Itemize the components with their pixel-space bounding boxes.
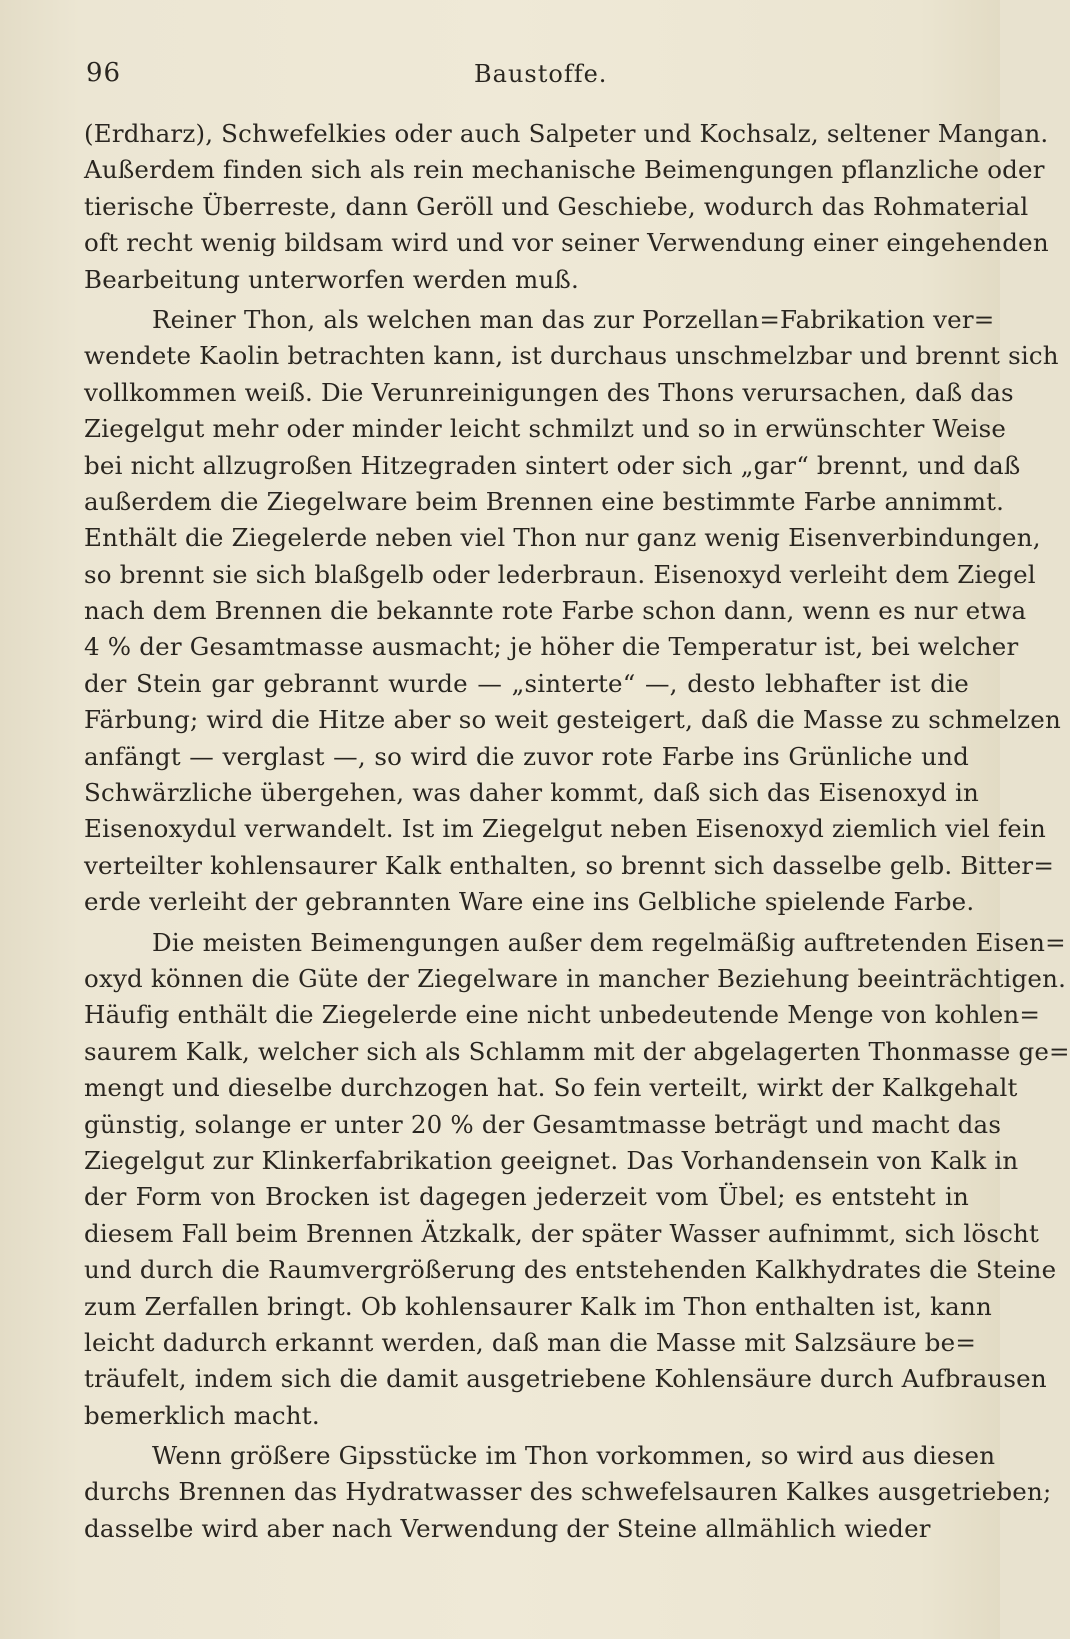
- body-text: [84, 116, 1070, 1547]
- text-line: Ziegelgut mehr oder minder leicht schmilzt und so in erwünschter Weise: [84, 414, 1007, 444]
- text-line: Wenn größere Gipsstücke im Thon vorkommen, so wird aus diesen: [152, 1441, 996, 1471]
- text-line: der Form von Brocken ist dagegen jederzeit vom Übel; es entsteht in: [84, 1182, 969, 1212]
- page-number: 96: [86, 58, 122, 88]
- text-line: wendete Kaolin betrachten kann, ist durchaus unschmelzbar und brennt sich: [84, 341, 1059, 371]
- paragraph: [84, 1438, 1052, 1547]
- text-line: tierische Überreste, dann Geröll und Geschiebe, wodurch das Rohmaterial: [84, 191, 1029, 221]
- text-line: Färbung; wird die Hitze aber so weit gesteigert, daß die Masse zu schmelzen: [84, 705, 1061, 735]
- text-line: Häufig enthält die Ziegelerde eine nicht unbedeutende Menge von kohlen=: [84, 1000, 1041, 1030]
- text-line: diesem Fall beim Brennen Ätzkalk, der später Wasser aufnimmt, sich löscht: [84, 1218, 1040, 1248]
- text-line: und durch die Raumvergrößerung des entstehenden Kalkhydrates die Steine: [84, 1255, 1057, 1285]
- text-line: Bearbeitung unterworfen werden muß.: [84, 264, 579, 294]
- text-line: Ziegelgut zur Klinkerfabrikation geeignet. Das Vorhandensein von Kalk in: [84, 1145, 1019, 1175]
- text-line: träufelt, indem sich die damit ausgetriebene Kohlensäure durch Aufbrausen: [84, 1364, 1047, 1394]
- text-line: nach dem Brennen die bekannte rote Farbe schon dann, wenn es nur etwa: [84, 596, 1027, 626]
- text-line: bemerklich macht.: [84, 1400, 320, 1430]
- running-head: Baustoffe.: [474, 60, 608, 88]
- text-line: durchs Brennen das Hydratwasser des schwefelsauren Kalkes ausgetrieben;: [84, 1477, 1052, 1507]
- text-line: vollkommen weiß. Die Verunreinigungen des Thons verursachen, daß das: [84, 377, 1014, 407]
- text-line: bei nicht allzugroßen Hitzegraden sintert oder sich „gar“ brennt, und daß: [84, 450, 1021, 480]
- text-line: leicht dadurch erkannt werden, daß man die Masse mit Salzsäure be=: [84, 1327, 977, 1357]
- paragraph: [84, 925, 1070, 1434]
- text-line: so brennt sie sich blaßgelb oder lederbraun. Eisenoxyd verleiht dem Ziegel: [84, 559, 1036, 589]
- text-line: Schwärzliche übergehen, was daher kommt, daß sich das Eisenoxyd in: [84, 778, 979, 808]
- text-line: Die meisten Beimengungen außer dem regelmäßig auftretenden Eisen=: [152, 927, 1066, 957]
- text-line: Außerdem finden sich als rein mechanische Beimengungen pflanzliche oder: [84, 155, 1045, 185]
- text-line: erde verleiht der gebrannten Ware eine ins Gelbliche spielende Farbe.: [84, 887, 975, 917]
- text-line: dasselbe wird aber nach Verwendung der Steine allmählich wieder: [84, 1513, 931, 1543]
- text-line: günstig, solange er unter 20 % der Gesamtmasse beträgt und macht das: [84, 1109, 1002, 1139]
- text-line: 4 % der Gesamtmasse ausmacht; je höher die Temperatur ist, bei welcher: [84, 632, 1019, 662]
- text-line: oxyd können die Güte der Ziegelware in mancher Beziehung beeinträchtigen.: [84, 963, 1067, 993]
- text-line: Enthält die Ziegelerde neben viel Thon nur ganz wenig Eisenverbindungen,: [84, 523, 1041, 553]
- paragraph: [84, 302, 1061, 921]
- text-line: zum Zerfallen bringt. Ob kohlensaurer Kalk im Thon enthalten ist, kann: [84, 1291, 992, 1321]
- text-line: (Erdharz), Schwefelkies oder auch Salpeter und Kochsalz, seltener Mangan.: [84, 119, 1049, 148]
- text-line: der Stein gar gebrannt wurde — „sinterte“ —, desto lebhafter ist die: [84, 668, 969, 698]
- text-line: Reiner Thon, als welchen man das zur Porzellan=Fabrikation ver=: [152, 304, 995, 334]
- text-line: mengt und dieselbe durchzogen hat. So fein verteilt, wirkt der Kalkgehalt: [84, 1073, 1018, 1103]
- text-line: verteilter kohlensaurer Kalk enthalten, so brennt sich dasselbe gelb. Bitter=: [84, 850, 1055, 880]
- text-line: Eisenoxydul verwandelt. Ist im Ziegelgut neben Eisenoxyd ziemlich viel fein: [84, 814, 1047, 844]
- text-line: saurem Kalk, welcher sich als Schlamm mit der abgelagerten Thonmasse ge=: [84, 1036, 1070, 1066]
- paragraph: [84, 116, 1049, 298]
- page-header: [86, 58, 608, 98]
- text-line: oft recht wenig bildsam wird und vor seiner Verwendung einer eingehenden: [84, 228, 1049, 258]
- text-line: außerdem die Ziegelware beim Brennen eine bestimmte Farbe annimmt.: [84, 486, 1005, 516]
- text-line: anfängt — verglast —, so wird die zuvor rote Farbe ins Grünliche und: [84, 741, 969, 771]
